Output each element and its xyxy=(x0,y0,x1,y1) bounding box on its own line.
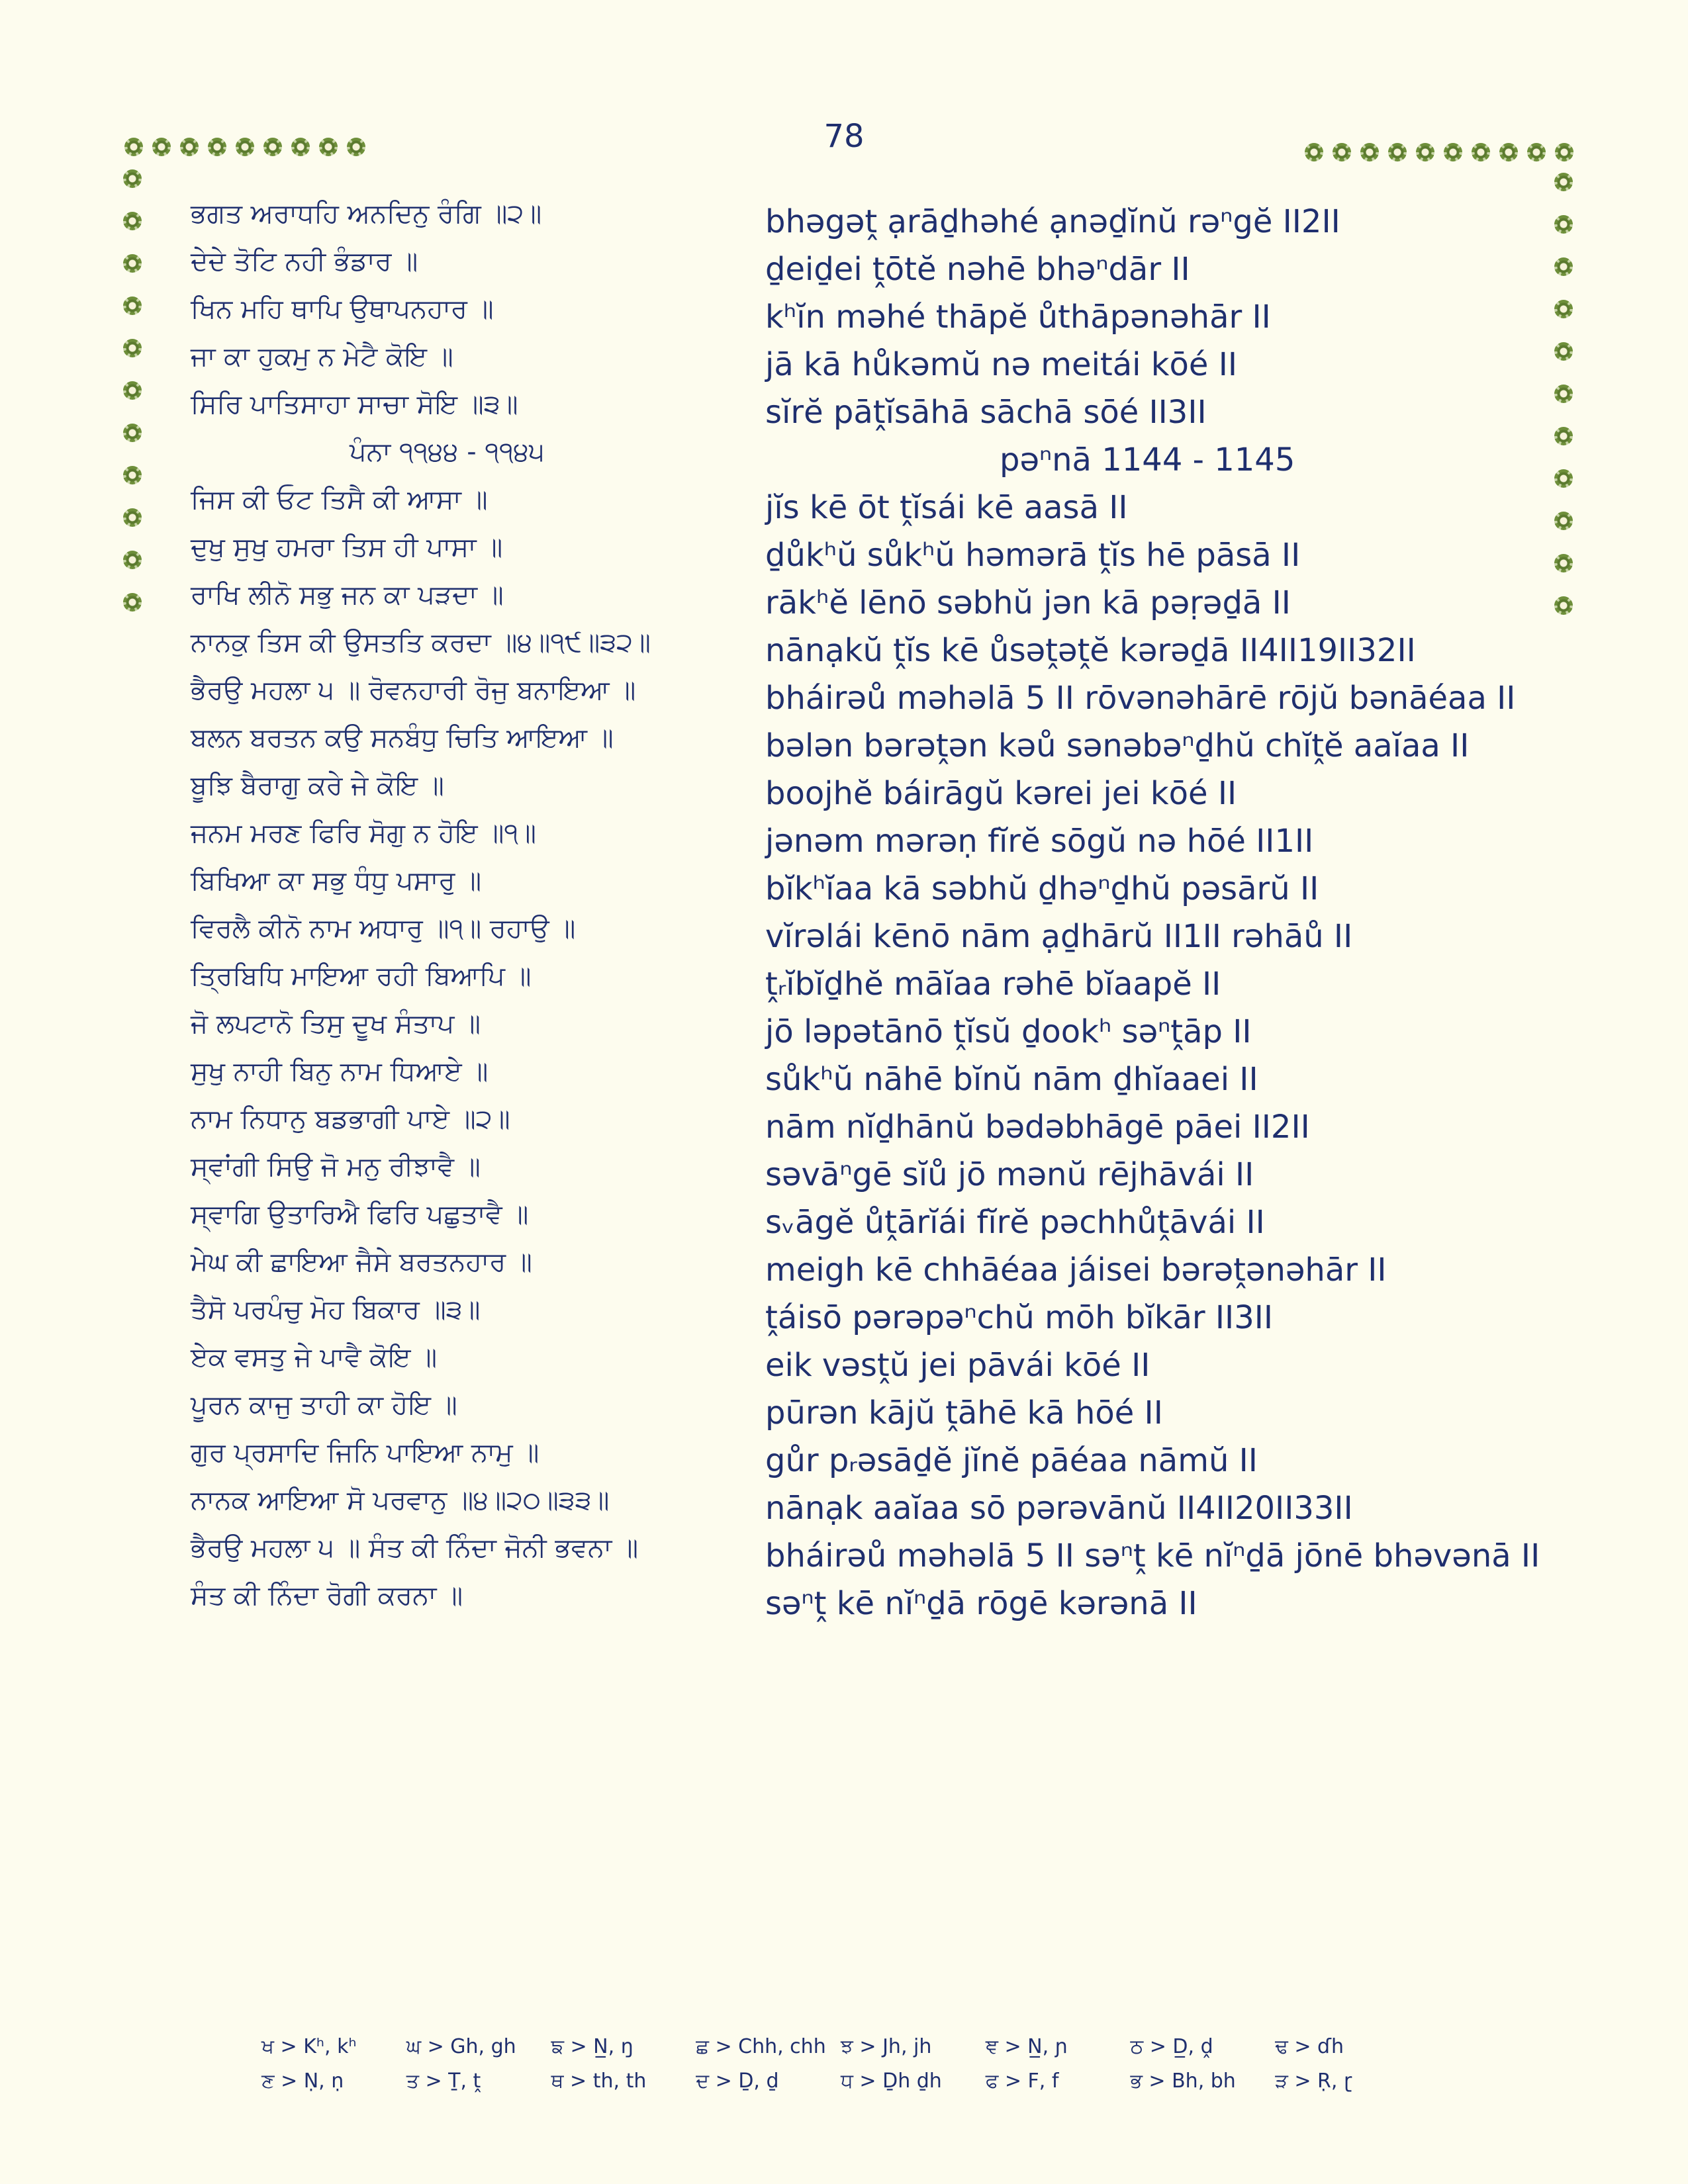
legend-entry: ਥ > th, th xyxy=(551,2070,647,2093)
flower-ornament-icon xyxy=(1527,143,1546,161)
transliteration-text: səvāⁿgē sĭů jō mənŭ rējhāvái II xyxy=(765,1156,1254,1193)
flower-ornament-icon xyxy=(124,138,143,156)
transliteration-text: bháirəů məhəlā 5 II rōvənəhārē rōjŭ bənāéaa II xyxy=(765,680,1516,717)
flower-ornament-icon xyxy=(1554,512,1573,530)
flower-ornament-icon xyxy=(1416,143,1434,161)
verse-line xyxy=(191,384,1534,432)
transliteration-text: rākʰĕ lēnō səbhŭ jən kā pəṛəḏā II xyxy=(765,584,1291,621)
verse-line xyxy=(191,527,1534,574)
flower-ornament-icon xyxy=(1554,257,1573,276)
verse-line xyxy=(191,765,1534,813)
verse-line xyxy=(191,1051,1534,1099)
gurmukhi-text: ਤ੍ਰਿਬਿਧਿ ਮਾਇਆ ਰਹੀ ਬਿਆਪਿ ॥ xyxy=(191,961,532,991)
verse-line xyxy=(191,1432,1534,1480)
flower-ornament-icon xyxy=(319,138,338,156)
gurmukhi-text: ਦੇਦੇ ਤੋਟਿ ਨਹੀ ਭੰਡਾਰ ॥ xyxy=(191,246,418,277)
flower-ornament-icon xyxy=(236,138,254,156)
gurmukhi-text: ਨਾਨਕੁ ਤਿਸ ਕੀ ਉਸਤਤਿ ਕਰਦਾ ॥੪॥੧੯॥੩੨॥ xyxy=(191,627,651,658)
flower-ornament-icon xyxy=(123,551,142,569)
legend-row xyxy=(261,2035,1420,2070)
transliteration-text: pəⁿnā 1144 - 1145 xyxy=(1000,441,1295,478)
verse-line xyxy=(191,1242,1534,1289)
flower-ornament-icon xyxy=(123,508,142,527)
transliteration-text: eik vəsṱŭ jei pāvái kōé II xyxy=(765,1347,1150,1384)
gurmukhi-text: ਬੂਝਿ ਬੈਰਾਗੁ ਕਰੇ ਜੇ ਕੋਇ ॥ xyxy=(191,770,444,801)
flower-ornament-icon xyxy=(1472,143,1490,161)
legend-entry: ਢ > ɗh xyxy=(1275,2035,1344,2058)
transliteration-text: jō ləpətānō ṱĭsŭ ḏookʰ səⁿṱāp II xyxy=(765,1013,1252,1050)
flower-ornament-icon xyxy=(123,296,142,315)
flower-ornament-icon xyxy=(1554,342,1573,361)
flower-ornament-icon xyxy=(123,254,142,273)
verse-line xyxy=(191,717,1534,765)
gurmukhi-text: ਜਿਸ ਕੀ ਓਟ ਤਿਸੈ ਕੀ ਆਸਾ ॥ xyxy=(191,484,488,515)
transliteration-text: sůkʰŭ nāhē bĭnŭ nām ḏhĭaaei II xyxy=(765,1061,1258,1098)
verse-line xyxy=(191,908,1534,956)
flower-ornament-icon xyxy=(1554,554,1573,572)
verse-line xyxy=(191,956,1534,1003)
verse-line xyxy=(191,1337,1534,1385)
legend-entry: ਣ > Ṇ, ṇ xyxy=(261,2070,344,2093)
gurmukhi-text: ਭੈਰਉ ਮਹਲਾ ੫ ॥ ਰੋਵਨਹਾਰੀ ਰੋਜੁ ਬਨਾਇਆ ॥ xyxy=(191,675,636,705)
gurmukhi-text: ਸ੍ਵਾਗਿ ਉਤਾਰਿਐ ਫਿਰਿ ਪਛੁਤਾਵੈ ॥ xyxy=(191,1199,529,1230)
verse-line xyxy=(191,1003,1534,1051)
transliteration-text: ḏůkʰŭ sůkʰŭ həmərā ṱĭs hē pāsā II xyxy=(765,537,1301,574)
flower-ornament-icon xyxy=(1444,143,1462,161)
gurmukhi-text: ਖਿਨ ਮਹਿ ਥਾਪਿ ਉਥਾਪਨਹਾਰ ॥ xyxy=(191,294,494,324)
gurmukhi-text: ਗੁਰ ਪ੍ਰਸਾਦਿ ਜਿਨਿ ਪਾਇਆ ਨਾਮੁ ॥ xyxy=(191,1437,539,1468)
legend-entry: ਭ > Bh, bh xyxy=(1130,2070,1236,2093)
transliteration-text: səⁿṱ kē nĭⁿḏā rōgē kərənā II xyxy=(765,1585,1197,1622)
verse-line xyxy=(191,1289,1534,1337)
verse-line xyxy=(191,1480,1534,1527)
scripture-lines xyxy=(191,193,1540,1623)
transliteration-text: sᵥāgĕ ůṱārĭái fĭrĕ pəchhůṱāvái II xyxy=(765,1204,1265,1241)
verse-line xyxy=(191,1385,1534,1432)
flower-ornament-icon xyxy=(1554,596,1573,615)
transliteration-text: ḏeiḏei ṱōtĕ nəhē bhəⁿdār II xyxy=(765,251,1190,288)
legend-entry: ਧ > Ḏh ḏh xyxy=(841,2070,942,2093)
verse-line xyxy=(191,193,1534,241)
gurmukhi-text: ਸ੍ਵਾਂਗੀ ਸਿਉ ਜੋ ਮਨੁ ਰੀਝਾਵੈ ॥ xyxy=(191,1152,481,1182)
flower-ornament-icon xyxy=(1554,385,1573,403)
flower-ornament-icon xyxy=(1388,143,1407,161)
flower-ornament-icon xyxy=(180,138,199,156)
flower-ornament-icon xyxy=(123,466,142,484)
gurmukhi-text: ਤੈਸੋ ਪਰਪੰਚੁ ਮੋਹ ਬਿਕਾਰ ॥੩॥ xyxy=(191,1295,481,1325)
flower-ornament-icon xyxy=(1554,173,1573,191)
verse-line xyxy=(191,1194,1534,1242)
flower-ornament-icon xyxy=(347,138,365,156)
legend-entry: ਞ > N̲, ɲ xyxy=(985,2035,1068,2058)
gurmukhi-text: ਪੂਰਨ ਕਾਜੁ ਤਾਹੀ ਕਾ ਹੋਇ ॥ xyxy=(191,1390,457,1420)
flower-ornament-icon xyxy=(1554,300,1573,318)
flower-ornament-icon xyxy=(1554,215,1573,234)
transliteration-text: jā kā hůkəmŭ nə meitái kōé II xyxy=(765,346,1238,383)
flower-ornament-icon xyxy=(123,593,142,612)
gurmukhi-text: ਪੰਨਾ ੧੧੪੪ - ੧੧੪੫ xyxy=(350,437,545,467)
transliteration-text: bháirəů məhəlā 5 II səⁿṱ kē nĭⁿḏā jōnē bhəvənā II xyxy=(765,1537,1540,1574)
legend-entry: ਫ > F, f xyxy=(985,2070,1059,2093)
transliteration-text: ṱáisō pərəpəⁿchŭ mōh bĭkār II3II xyxy=(765,1299,1274,1336)
verse-line xyxy=(191,479,1534,527)
legend-entry: ਝ > Jh, jh xyxy=(841,2035,932,2058)
verse-line xyxy=(191,813,1534,860)
transliteration-text: nānạk aaĭaa sō pərəvānŭ II4II20II33II xyxy=(765,1490,1353,1527)
gurmukhi-text: ਜਨਮ ਮਰਣ ਫਿਰਿ ਸੋਗੁ ਨ ਹੋਇ ॥੧॥ xyxy=(191,818,537,848)
gurmukhi-text: ਬਿਖਿਆ ਕਾ ਸਭੁ ਧੰਧੁ ਪਸਾਰੁ ॥ xyxy=(191,866,482,896)
flower-ornament-icon xyxy=(1360,143,1379,161)
verse-line xyxy=(191,336,1534,384)
transliteration-text: sĭrĕ pāṱĭsāhā sāchā sōé II3II xyxy=(765,394,1207,431)
flower-ornament-icon xyxy=(123,212,142,230)
transliteration-legend xyxy=(261,2035,1420,2104)
verse-line xyxy=(191,574,1534,622)
legend-entry: ਦ > Ḏ, ḏ xyxy=(696,2070,779,2093)
page-range-header xyxy=(191,432,1534,479)
flower-ornament-icon xyxy=(123,169,142,188)
gurmukhi-text: ਵਿਰਲੈ ਕੀਨੋ ਨਾਮ ਅਧਾਰੁ ॥੧॥ ਰਹਾਉ ॥ xyxy=(191,913,576,944)
gurmukhi-text: ਭਗਤ ਅਰਾਧਹਿ ਅਨਦਿਨੁ ਰੰਗਿ ॥੨॥ xyxy=(191,199,542,229)
transliteration-text: nām nĭḏhānŭ bədəbhāgē pāei II2II xyxy=(765,1109,1310,1146)
legend-entry: ਤ > Ṯ, ṱ xyxy=(406,2070,481,2093)
gurmukhi-text: ਜਾ ਕਾ ਹੁਕਮੁ ਨ ਮੇਟੈ ਕੋਇ ॥ xyxy=(191,341,453,372)
legend-row xyxy=(261,2070,1420,2104)
verse-line xyxy=(191,860,1534,908)
transliteration-text: bhəgəṱ ạrāḏhəhé ạnəḏĭnŭ rəⁿgĕ II2II xyxy=(765,203,1340,240)
legend-entry: ਠ > D̲, ḓ xyxy=(1130,2035,1213,2058)
transliteration-text: gůr pᵣəsāḏĕ jĭnĕ pāéaa nāmŭ II xyxy=(765,1442,1258,1479)
flower-ornament-icon xyxy=(1305,143,1323,161)
gurmukhi-text: ਨਾਮ ਨਿਧਾਨੁ ਬਡਭਾਗੀ ਪਾਏ ॥੨॥ xyxy=(191,1104,510,1134)
gurmukhi-text: ਏਕ ਵਸਤੁ ਜੇ ਪਾਵੈ ਕੋਇ ॥ xyxy=(191,1342,438,1373)
verse-line xyxy=(191,241,1534,289)
gurmukhi-text: ਬਲਨ ਬਰਤਨ ਕਉ ਸਨਬੰਧੁ ਚਿਤਿ ਆਇਆ ॥ xyxy=(191,723,614,753)
flower-ornament-icon xyxy=(1499,143,1518,161)
transliteration-text: boojhĕ báirāgŭ kərei jei kōé II xyxy=(765,775,1237,812)
gurmukhi-text: ਜੋ ਲਪਟਾਨੋ ਤਿਸੁ ਦੂਖ ਸੰਤਾਪ ॥ xyxy=(191,1009,481,1039)
gurmukhi-text: ਸਿਰਿ ਪਾਤਿਸਾਹਾ ਸਾਚਾ ਸੋਇ ॥੩॥ xyxy=(191,389,518,420)
transliteration-text: jĭs kē ōt ṱĭsái kē aasā II xyxy=(765,489,1128,526)
flower-ornament-icon xyxy=(152,138,171,156)
transliteration-text: meigh kē chhāéaa jáisei bərəṱənəhār II xyxy=(765,1251,1387,1289)
flower-ornament-icon xyxy=(1333,143,1351,161)
flower-ornament-icon xyxy=(1555,143,1573,161)
transliteration-text: jənəm mərəṇ fĭrĕ sōgŭ nə hōé II1II xyxy=(765,823,1314,860)
gurmukhi-text: ਮੇਘ ਕੀ ਛਾਇਆ ਜੈਸੇ ਬਰਤਨਹਾਰ ॥ xyxy=(191,1247,532,1277)
verse-line xyxy=(191,1527,1540,1575)
flower-ornament-icon xyxy=(208,138,226,156)
flower-ornament-icon xyxy=(123,339,142,357)
verse-line xyxy=(191,1575,1534,1623)
transliteration-text: kʰĭn məhé thāpĕ ůthāpənəhār II xyxy=(765,298,1271,336)
legend-entry: ਘ > Gh, gh xyxy=(406,2035,516,2058)
verse-line xyxy=(191,670,1534,717)
transliteration-text: pūrən kājŭ ṱāhē kā hōé II xyxy=(765,1394,1163,1432)
transliteration-text: bələn bərəṱən kəů sənəbəⁿḏhŭ chĭṱĕ aaĭaa II xyxy=(765,727,1470,764)
flower-ornament-icon xyxy=(123,424,142,442)
transliteration-text: vĭrəlái kēnō nām ạḏhārŭ II1II rəhāů II xyxy=(765,918,1353,955)
gurmukhi-text: ਭੈਰਉ ਮਹਲਾ ੫ ॥ ਸੰਤ ਕੀ ਨਿੰਦਾ ਜੋਨੀ ਭਵਨਾ ॥ xyxy=(191,1533,639,1563)
verse-line xyxy=(191,1146,1534,1194)
legend-entry: ਖ > Kʰ, kʰ xyxy=(261,2035,357,2058)
legend-entry: ੜ > Ṛ, ɽ xyxy=(1275,2070,1352,2093)
verse-line xyxy=(191,622,1534,670)
gurmukhi-text: ਰਾਖਿ ਲੀਨੋ ਸਭੁ ਜਨ ਕਾ ਪੜਦਾ ॥ xyxy=(191,580,504,610)
transliteration-text: bĭkʰĭaa kā səbhŭ ḏhəⁿḏhŭ pəsārŭ II xyxy=(765,870,1319,907)
gurmukhi-text: ਸੁਖੁ ਨਾਹੀ ਬਿਨੁ ਨਾਮ ਧਿਆਏ ॥ xyxy=(191,1056,489,1087)
transliteration-text: nānạkŭ ṱĭs kē ůsəṱəṱĕ kərəḏā II4II19II32II xyxy=(765,632,1416,669)
flower-ornament-icon xyxy=(263,138,282,156)
transliteration-text: ṱᵣĭbĭḏhĕ māĭaa rəhē bĭaapĕ II xyxy=(765,966,1221,1003)
verse-line xyxy=(191,289,1534,336)
gurmukhi-text: ਸੰਤ ਕੀ ਨਿੰਦਾ ਰੋਗੀ ਕਰਨਾ ॥ xyxy=(191,1580,463,1611)
gurmukhi-text: ਦੁਖੁ ਸੁਖੁ ਹਮਰਾ ਤਿਸ ਹੀ ਪਾਸਾ ॥ xyxy=(191,532,503,563)
legend-entry: ਛ > Chh, chh xyxy=(696,2035,826,2058)
flower-ornament-icon xyxy=(123,381,142,400)
gurmukhi-text: ਨਾਨਕ ਆਇਆ ਸੋ ਪਰਵਾਨੁ ॥੪॥੨੦॥੩੩॥ xyxy=(191,1485,610,1516)
verse-line xyxy=(191,1099,1534,1146)
flower-ornament-icon xyxy=(291,138,310,156)
legend-entry: ਙ > N̲, ŋ xyxy=(551,2035,633,2058)
page-number: 78 xyxy=(823,118,865,155)
